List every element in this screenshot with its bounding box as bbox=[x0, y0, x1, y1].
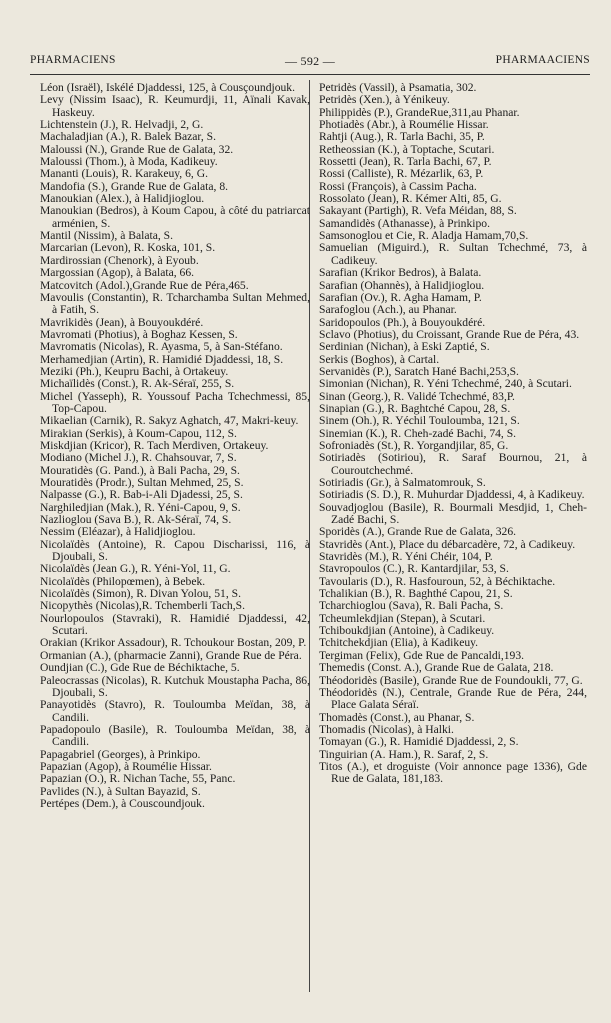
directory-entry: Thomadès (Const.), au Phanar, S. bbox=[319, 710, 475, 724]
directory-entry: Sinem (Oh.), R. Yéchil Touloumba, 121, S. bbox=[319, 414, 520, 428]
right-column bbox=[319, 82, 587, 786]
directory-entry: Nazlioglou (Sava B.), R. Ak-Séraï, 74, S. bbox=[40, 513, 232, 527]
directory-entry: Simonian (Nichan), R. Yéni Tchechmé, 240, à Scutari. bbox=[319, 377, 572, 391]
directory-entry: Servanidès (P.), Saratch Hané Bachi,253,S. bbox=[319, 364, 519, 378]
directory-entry: Titos (A.), et droguiste (Voir annonce page 1336), Gde Rue de Galata, 181,183. bbox=[319, 759, 587, 786]
directory-entry: Rossi (Calliste), R. Mézarlik, 63, P. bbox=[319, 167, 484, 181]
directory-entry: Maloussi (Thom.), à Moda, Kadikeuy. bbox=[40, 155, 218, 169]
directory-entry: Nessim (Eléazar), à Halidjioglou. bbox=[40, 525, 196, 539]
directory-entry: Mandofia (S.), Grande Rue de Galata, 8. bbox=[40, 179, 229, 193]
directory-entry: Michaïlidès (Const.), R. Ak-Séraï, 255, S. bbox=[40, 377, 235, 391]
directory-entry: Sarafian (Ohannès), à Halidjioglou. bbox=[319, 278, 485, 292]
directory-entry: Samsonoglou et Cie, R. Aladja Hamam,70,S. bbox=[319, 229, 529, 243]
directory-entry: Machaladjian (A.), R. Balek Bazar, S. bbox=[40, 130, 216, 144]
directory-entry: Papagabriel (Georges), à Prinkipo. bbox=[40, 747, 201, 761]
directory-entry: Papazian (Agop), à Roumélie Hissar. bbox=[40, 759, 212, 773]
directory-entry: Orakian (Krikor Assadour), R. Tchoukour Bostan, 209, P. bbox=[40, 636, 307, 650]
directory-entry: Ormanian (A.), (pharmacie Zanni), Grande Rue de Péra. bbox=[40, 648, 302, 662]
directory-entry: Maloussi (N.), Grande Rue de Galata, 32. bbox=[40, 142, 234, 156]
directory-entry: Mavrikidès (Jean), à Bouyoukdéré. bbox=[40, 315, 204, 329]
header-left: PHARMACIENS bbox=[30, 54, 116, 66]
directory-entry: Meziki (Ph.), Keupru Bachi, à Ortakeuy. bbox=[40, 364, 229, 378]
directory-entry: Mavromatis (Nicolas), R. Ayasma, 5, à San-Stéfano. bbox=[40, 340, 283, 354]
directory-entry: Tchiboukdjian (Antoine), à Cadikeuy. bbox=[319, 624, 495, 638]
directory-entry: Sarafian (Ov.), R. Agha Hamam, P. bbox=[319, 290, 482, 304]
directory-entry: Stavropoulos (C.), R. Kantardjilar, 53, S. bbox=[319, 562, 509, 576]
directory-entry: Stavridès (M.), R. Yéni Chéir, 104, P. bbox=[319, 550, 493, 564]
directory-entry: Papazian (O.), R. Nichan Tache, 55, Panc. bbox=[40, 772, 236, 786]
directory-entry: Tomayan (G.), R. Hamidié Djaddessi, 2, S. bbox=[319, 735, 519, 749]
directory-entry: Rossetti (Jean), R. Tarla Bachi, 67, P. bbox=[319, 155, 492, 169]
directory-entry: Sofroniadès (St.), R. Yorgandjilar, 85, G. bbox=[319, 438, 509, 452]
directory-entry: Sotiriadès (Sotiriou), R. Saraf Bournou, 21, à Couroutchechmé. bbox=[319, 451, 587, 477]
directory-entry: Sotiriadis (S. D.), R. Muhurdar Djaddessi, 4, à Kadikeuy. bbox=[319, 488, 585, 502]
directory-entry: Pertépes (Dem.), à Couscoundjouk. bbox=[40, 796, 205, 810]
directory-entry: Mouratidès (G. Pand.), à Bali Pacha, 29, S. bbox=[40, 463, 240, 477]
directory-entry: Souvadjoglou (Basile), R. Bourmali Mesdjid, 1, Cheh-Zadé Bachi, S. bbox=[319, 500, 587, 527]
directory-entry: Pavlides (N.), à Sultan Bayazid, S. bbox=[40, 784, 201, 798]
directory-entry: Modiano (Michel J.), R. Chahsouvar, 7, S. bbox=[40, 451, 237, 465]
directory-entry: Petridès (Xen.), à Yénikeuy. bbox=[319, 93, 450, 107]
header-rule bbox=[30, 74, 590, 75]
directory-entry: Sakayant (Partigh), R. Vefa Méidan, 88, S. bbox=[319, 204, 517, 218]
page-number: — 592 — bbox=[284, 54, 336, 68]
directory-entry: Petridès (Vassil), à Psamatia, 302. bbox=[319, 81, 477, 94]
directory-entry: Tcharchioglou (Sava), R. Bali Pacha, S. bbox=[319, 599, 504, 613]
directory-entry: Michel (Yasseph), R. Youssouf Pacha Tchechmessi, 85, Top-Capou. bbox=[40, 389, 310, 415]
directory-entry: Margossian (Agop), à Balata, 66. bbox=[40, 266, 195, 280]
directory-entry: Sinapian (G.), R. Baghtché Capou, 28, S. bbox=[319, 401, 511, 415]
directory-entry: Marcarian (Levon), R. Koska, 101, S. bbox=[40, 241, 216, 255]
directory-entry: Saridopoulos (Ph.), à Bouyoukdéré. bbox=[319, 315, 486, 329]
left-column bbox=[40, 82, 310, 810]
directory-entry: Rossolato (Jean), R. Kémer Alti, 85, G. bbox=[319, 192, 502, 206]
directory-entry: Narghiledjian (Mak.), R. Yéni-Capou, 9, S. bbox=[40, 500, 241, 514]
directory-entry: Mavromati (Photius), à Boghaz Kessen, S. bbox=[40, 327, 238, 341]
directory-entry: Philippidès (P.), GrandeRue,311,au Phanar. bbox=[319, 105, 520, 119]
directory-entry: Mardirossian (Chenork), à Eyoub. bbox=[40, 253, 199, 267]
directory-entry: Sarafoglou (Ach.), au Phanar. bbox=[319, 303, 457, 317]
directory-entry: Théodoridès (Basile), Grande Rue de Foundoukli, 77, G. bbox=[319, 673, 583, 687]
directory-entry: Rahtji (Aug.), R. Tarla Bachi, 35, P. bbox=[319, 130, 485, 144]
directory-entry: Tinguirian (A. Ham.), R. Saraf, 2, S. bbox=[319, 747, 489, 761]
directory-entry: Mananti (Louis), R. Karakeuy, 6, G. bbox=[40, 167, 208, 181]
directory-entry: Tergiman (Felix), Gde Rue de Pancaldi,193. bbox=[319, 648, 525, 662]
directory-entry: Serkis (Boghos), à Cartal. bbox=[319, 352, 440, 366]
directory-entry: Papadopoulo (Basile), R. Touloumba Meïdan, 38, à Candili. bbox=[40, 722, 310, 749]
directory-entry: Mirakian (Serkis), à Koum-Capou, 112, S. bbox=[40, 426, 237, 440]
directory-entry: Themedis (Const. A.), Grande Rue de Galata, 218. bbox=[319, 661, 554, 675]
directory-entry: Tcheumlekdjian (Stepan), à Scutari. bbox=[319, 611, 486, 625]
directory-entry: Panayotidès (Stavro), R. Touloumba Meïdan, 38, à Candili. bbox=[40, 698, 310, 724]
directory-entry: Tchalikian (B.), R. Baghthé Capou, 21, S. bbox=[319, 587, 513, 601]
directory-entry: Miskdjian (Kricor), R. Tach Merdiven, Ortakeuy. bbox=[40, 438, 269, 452]
directory-entry: Nicolaïdès (Jean G.), R. Yéni-Yol, 11, G. bbox=[40, 562, 231, 576]
directory-entry: Mavoulis (Constantin), R. Tcharchamba Sultan Mehmed, à Fatih, S. bbox=[40, 290, 310, 317]
directory-entry: Sinemian (K.), R. Cheh-zadé Bachi, 74, S. bbox=[319, 426, 517, 440]
directory-entry: Manoukian (Bedros), à Koum Capou, à côté du patriarcat arménien, S. bbox=[40, 204, 310, 230]
directory-entry: Théodoridès (N.), Centrale, Grande Rue de Péra, 244, Place Galata Séraï. bbox=[319, 685, 587, 712]
directory-entry: Thomadis (Nicolas), à Halki. bbox=[319, 722, 454, 736]
directory-entry: Nalpasse (G.), R. Bab-i-Ali Djadessi, 25, S. bbox=[40, 488, 243, 502]
directory-entry: Nicolaïdès (Philopœmen), à Bebek. bbox=[40, 574, 206, 588]
directory-entry: Rossi (François), à Cassim Pacha. bbox=[319, 179, 477, 193]
directory-entry: Sotiriadis (Gr.), à Salmatomrouk, S. bbox=[319, 476, 486, 489]
directory-entry: Retheossian (K.), à Toptache, Scutari. bbox=[319, 142, 495, 156]
directory-entry: Lichtenstein (J.), R. Helvadji, 2, G. bbox=[40, 118, 204, 132]
directory-entry: Oundjian (C.), Gde Rue de Béchiktache, 5. bbox=[40, 661, 240, 675]
directory-entry: Serdinian (Nichan), à Eski Zaptié, S. bbox=[319, 340, 490, 354]
directory-entry: Paleocrassas (Nicolas), R. Kutchuk Moustapha Pacha, 86, Djoubali, S. bbox=[40, 673, 310, 699]
directory-entry: Sarafian (Krikor Bedros), à Balata. bbox=[319, 266, 482, 280]
directory-entry: Matcovitch (Adol.),Grande Rue de Péra,465. bbox=[40, 278, 249, 292]
directory-entry: Nicopythès (Nicolas),R. Tchemberli Tach,S. bbox=[40, 599, 245, 613]
directory-entry: Samandidès (Athanasse), à Prinkipo. bbox=[319, 216, 490, 230]
header-right: PHARMAACIENS bbox=[495, 54, 590, 66]
directory-entry: Mouratidès (Prodr.), Sultan Mehmed, 25, S. bbox=[40, 476, 244, 489]
directory-entry: Sclavo (Photius), du Croissant, Grande Rue de Péra, 43. bbox=[319, 327, 580, 341]
directory-entry: Sporidès (A.), Grande Rue de Galata, 326. bbox=[319, 525, 517, 539]
directory-entry: Stavridès (Ant.), Place du débarcadère, 72, à Cadikeuy. bbox=[319, 537, 576, 551]
directory-entry: Nicolaïdès (Antoine), R. Capou Discharissi, 116, à Djoubali, S. bbox=[40, 537, 310, 564]
directory-entry: Manoukian (Alex.), à Halidjioglou. bbox=[40, 192, 205, 206]
directory-entry: Sinan (Georg.), R. Validé Tchechmé, 83,P. bbox=[319, 389, 515, 403]
directory-entry: Merhamedjian (Artin), R. Hamidié Djaddessi, 18, S. bbox=[40, 352, 284, 366]
directory-entry: Nourlopoulos (Stavraki), R. Hamidié Djaddessi, 42, Scutari. bbox=[40, 611, 310, 638]
directory-entry: Mikaelian (Carnik), R. Sakyz Aghatch, 47, Makri-keuy. bbox=[40, 414, 299, 428]
directory-entry: Photiadès (Abr.), à Roumélie Hissar. bbox=[319, 118, 489, 132]
directory-entry: Tavoularis (D.), R. Hasfouroun, 52, à Béchiktache. bbox=[319, 574, 556, 588]
page-header bbox=[30, 54, 590, 72]
directory-entry: Léon (Israël), Iskélé Djaddessi, 125, à Cousçoundjouk. bbox=[40, 81, 296, 94]
directory-entry: Samuelian (Miguird.), R. Sultan Tchechmé, 73, à Cadikeuy. bbox=[319, 241, 587, 267]
directory-entry: Mantil (Nissim), à Balata, S. bbox=[40, 229, 173, 243]
directory-entry: Nicolaïdès (Simon), R. Divan Yolou, 51, S. bbox=[40, 587, 241, 601]
directory-entry: Tchitchekdjian (Elia), à Kadikeuy. bbox=[319, 636, 479, 650]
directory-entry: Levy (Nissim Isaac), R. Keumurdji, 11, Aïnali Kavak, Haskeuy. bbox=[40, 93, 310, 119]
